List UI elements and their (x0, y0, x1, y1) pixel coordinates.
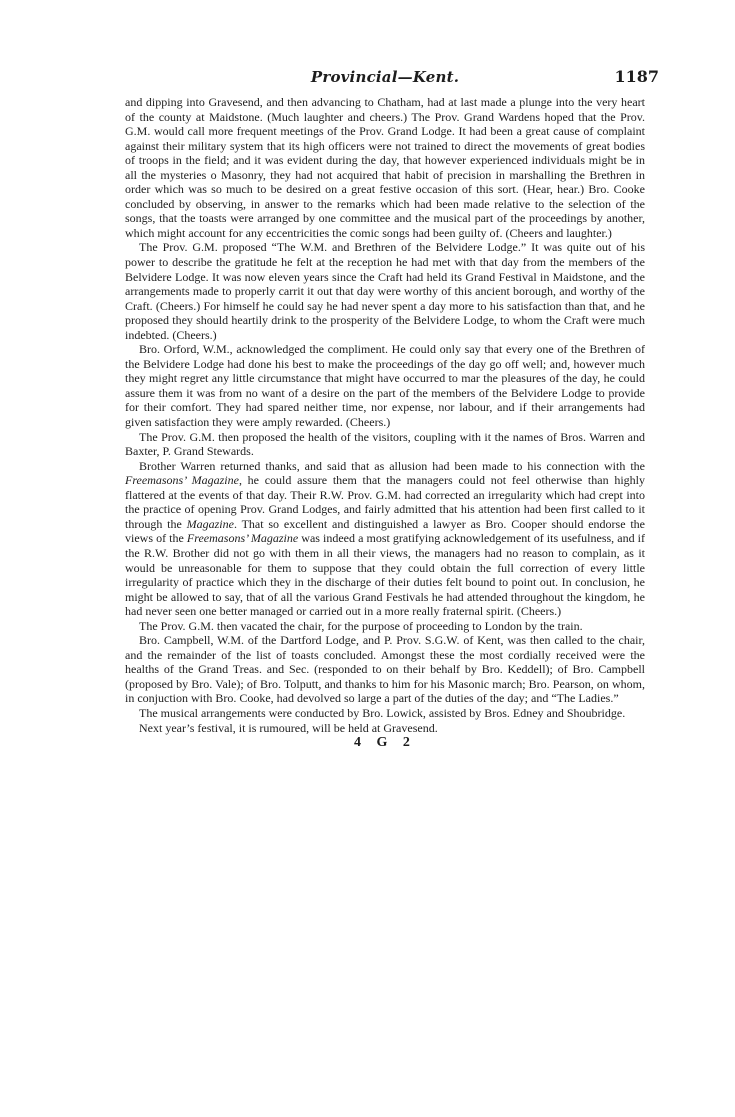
page (125, 64, 659, 751)
paragraph-7: Bro. Campbell, W.M. of the Dartford Lodge, and P. Prov. S.G.W. of Kent, was then called to the chair, and the remainder of the list of toasts concluded. Amongst these the most cordially received were the healths of the Grand Treas. and Sec. (responded to on their behalf by Bro. Keddell); of Bro. Campbell (proposed by Bro. Vale); of Bro. Tolputt, and thanks to him for his Masonic march; Bro. Pearson, on whom, in conjuction with Bro. Cooke, had devolved so large a part of the duties of the day; and “The Ladies.” (125, 633, 645, 706)
paragraph-2: The Prov. G.M. proposed “The W.M. and Brethren of the Belvidere Lodge.” It was quite out of his power to describe the gratitude he felt at the reception he had met with that day from the members of the Belvidere Lodge. It was now eleven years since the Craft had held its Grand Festival in Maidstone, and the arrangements made to properly carrit it out that day were worthy of this ancient borough, and worthy of the Craft. (Cheers.) For himself he could say he had never spent a day more to his satisfaction than that, and he proposed they should heartily drink to the prosperity of the Belvidere Lodge, to whom the Craft were much indebted. (Cheers.) (125, 240, 645, 342)
paragraph-6: The Prov. G.M. then vacated the chair, for the purpose of proceeding to London by the train. (139, 618, 583, 633)
paragraph-5-text: , he could assure them that the managers could not feel otherwise than highly flattered at the events of that day. Their R.W. Prov. G.M. had corrected an irregularity which had crept into the practice of opening Prov. Grand Lodges, and fairly admitted that his attention had been first called to it through the (125, 473, 645, 531)
paragraph-4: The Prov. G.M. then proposed the health of the visitors, coupling with it the names of Bros. Warren and Baxter, P. Grand Stewards. (125, 429, 645, 459)
paragraph-5 (125, 459, 645, 619)
paragraph-1: and dipping into Gravesend, and then advancing to Chatham, had at last made a plunge into the very heart of the county at Maidstone. (Much laughter and cheers.) The Prov. Grand Wardens hoped that the Prov. G.M. would call more frequent meetings of the Prov. Grand Lodge. It had been a great cause of complaint against their military system that its high officers were not trained to direct the movements of great bodies of troops in the field; and it was evident during the day, that however experienced individuals might be in all the mysteries o Masonry, they had not acquired that habit of precision in marshalling the Brethren in order which was so much to be desired on a great festive occasion of this sort. (Hear, hear.) Bro. Cooke concluded by observing, in answer to the remarks which had been made relative to the selection of the songs, that the toasts were arranged by one committee and the musical part of the proceedings by another, which might account for any eccentricities the comic songs had been guilty of. (Cheers and laughter.) (125, 95, 645, 240)
paragraph-3: Bro. Orford, W.M., acknowledged the compliment. He could only say that every one of the Brethren of the Belvidere Lodge had done his best to make the proceedings of the day go off well; and, however much they might regret any little circumstance that might have occurred to mar the pleasures of the day, he could assure them it was from no want of a desire on the part of the members of the Belvidere Lodge to provide for their comfort. They had spared neither time, nor expense, nor labour, and if their arrangements had given satisfaction they were amply rewarded. (Cheers.) (125, 342, 645, 430)
signature-mark: 4 G 2 (354, 735, 416, 751)
running-head (125, 64, 659, 92)
magazine-title: Freemasons’ Magazine (186, 531, 299, 546)
paragraph-8: The musical arrangements were conducted by Bro. Lowick, assisted by Bros. Edney and Shoubridge. (139, 705, 626, 720)
article-body (125, 95, 645, 735)
paragraph-5-text: was indeed a most gratifying acknowledgement of its usefulness, and if the R.W. Brother did not go with them in all their views, the managers had no reason to complain, as it would be unreasonable for them to suppose that they could obtain the full correction of every little irregularity of practice which they in the discharge of their duties felt bound to point out. In conclusion, he might be allowed to say, that of all the various Grand Festivals he had attended throughout the kingdom, he had never seen one better managed or carried out in a more really fraternal spirit. (Cheers.) (125, 531, 645, 619)
running-title: Provincial—Kent. (310, 68, 460, 86)
magazine-title: Magazine (186, 516, 234, 531)
paragraph-5-text: Brother Warren returned thanks, and said that as allusion had been made to his connection with the (139, 458, 645, 473)
paragraph-5-text: . That so excellent and distinguished a lawyer as Bro. Cooper should endorse the views of the (125, 516, 645, 546)
paragraph-9: Next year’s festival, it is rumoured, will be held at Gravesend. (139, 720, 438, 735)
magazine-title: Freemasons’ Magazine (125, 473, 239, 488)
page-number: 1187 (614, 67, 659, 86)
